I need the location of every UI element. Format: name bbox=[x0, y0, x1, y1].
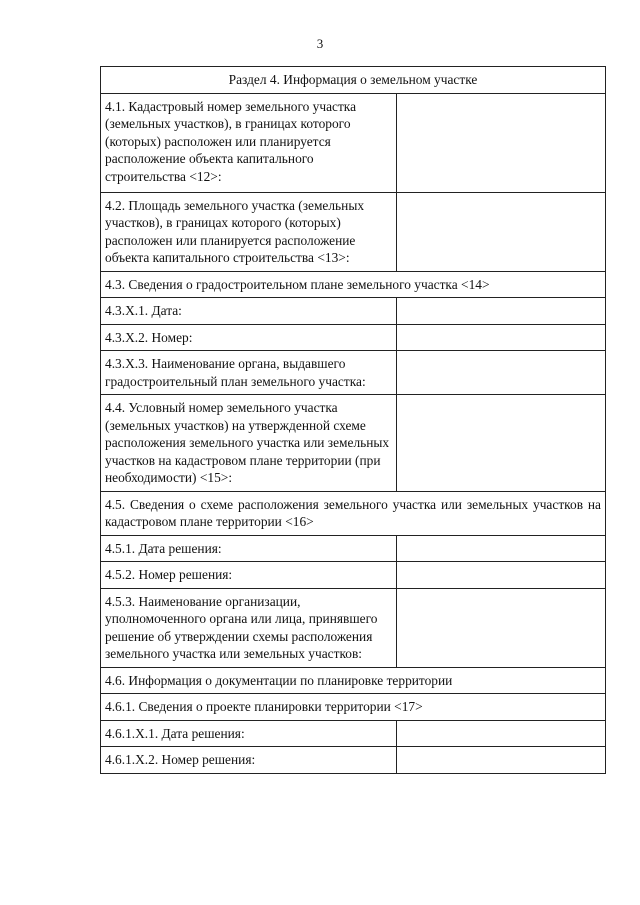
value-field-4-3-x-1[interactable] bbox=[397, 298, 606, 325]
row-label-4-5-2: 4.5.2. Номер решения: bbox=[101, 562, 397, 589]
page-number: 3 bbox=[316, 36, 324, 51]
row-label-4-4: 4.4. Условный номер земельного участка (земельных участков) на утвержденной схеме расположения земельного участка или земельных участков на кадастровом плане территории (при необходимости) <15>: bbox=[101, 395, 397, 492]
value-field-4-5-1[interactable] bbox=[397, 535, 606, 562]
table-row bbox=[101, 588, 606, 667]
table-row bbox=[101, 324, 606, 351]
table-row bbox=[101, 271, 606, 298]
row-label-4-1: 4.1. Кадастровый номер земельного участка (земельных участков), в границах которого (которых) расположен или планируется расположение объекта капитального строительства <12>: bbox=[101, 93, 397, 192]
value-field-4-6-1-x-1[interactable] bbox=[397, 720, 606, 747]
row-label-4-3-x-3: 4.3.X.3. Наименование органа, выдавшего градостроительный план земельного участка: bbox=[101, 351, 397, 395]
value-field-4-1[interactable] bbox=[397, 93, 606, 192]
value-field-4-2[interactable] bbox=[397, 192, 606, 271]
table-row bbox=[101, 667, 606, 694]
row-label-4-3-x-1: 4.3.X.1. Дата: bbox=[101, 298, 397, 325]
value-field-4-6-1-x-2[interactable] bbox=[397, 747, 606, 774]
row-label-4-3-x-2: 4.3.X.2. Номер: bbox=[101, 324, 397, 351]
table-row bbox=[101, 491, 606, 535]
row-label-4-5: 4.5. Сведения о схеме расположения земельного участка или земельных участков на кадастровом плане территории <16> bbox=[101, 491, 606, 535]
value-field-4-5-2[interactable] bbox=[397, 562, 606, 589]
row-label-4-6-1-x-2: 4.6.1.X.2. Номер решения: bbox=[101, 747, 397, 774]
row-label-4-3: 4.3. Сведения о градостроительном плане земельного участка <14> bbox=[101, 271, 606, 298]
row-label-4-6: 4.6. Информация о документации по планировке территории bbox=[101, 667, 606, 694]
value-field-4-4[interactable] bbox=[397, 395, 606, 492]
table-row bbox=[101, 535, 606, 562]
section-title-row bbox=[101, 67, 606, 94]
table-row bbox=[101, 93, 606, 192]
row-label-4-6-1: 4.6.1. Сведения о проекте планировки территории <17> bbox=[101, 694, 606, 721]
row-label-4-5-3: 4.5.3. Наименование организации, уполномоченного органа или лица, принявшего решение об утверждении схемы расположения земельного участка или земельных участков: bbox=[101, 588, 397, 667]
land-plot-info-table bbox=[100, 66, 606, 774]
table-row bbox=[101, 562, 606, 589]
row-label-4-6-1-x-1: 4.6.1.X.1. Дата решения: bbox=[101, 720, 397, 747]
row-label-4-2: 4.2. Площадь земельного участка (земельных участков), в границах которого (которых) расположен или планируется расположение объекта капитального строительства <13>: bbox=[101, 192, 397, 271]
table-row bbox=[101, 351, 606, 395]
row-label-4-5-1: 4.5.1. Дата решения: bbox=[101, 535, 397, 562]
value-field-4-3-x-2[interactable] bbox=[397, 324, 606, 351]
table-row bbox=[101, 395, 606, 492]
value-field-4-3-x-3[interactable] bbox=[397, 351, 606, 395]
table-row bbox=[101, 694, 606, 721]
table-row bbox=[101, 747, 606, 774]
section-title: Раздел 4. Информация о земельном участке bbox=[101, 67, 606, 94]
table-row bbox=[101, 720, 606, 747]
value-field-4-5-3[interactable] bbox=[397, 588, 606, 667]
table-row bbox=[101, 192, 606, 271]
table-row bbox=[101, 298, 606, 325]
